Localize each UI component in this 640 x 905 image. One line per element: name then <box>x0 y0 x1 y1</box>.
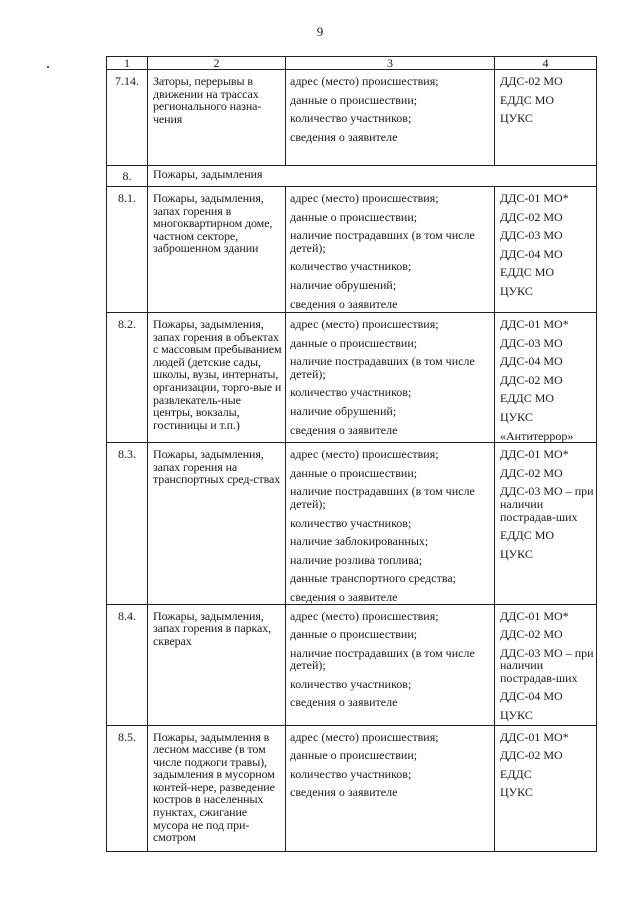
service-line: ДДС-04 МО <box>500 689 563 704</box>
row-number: 7.14. <box>107 70 148 166</box>
services-cell <box>495 187 597 313</box>
info-line: адрес (место) происшествия; <box>290 608 439 623</box>
services-cell <box>495 313 597 443</box>
service-line: ЦУКС <box>500 785 533 800</box>
service-line: ДДС-02 МО <box>500 465 563 480</box>
required-info-cell <box>286 443 495 604</box>
column-number-2: 2 <box>148 57 286 70</box>
incident-type: Пожары, задымления, запах горения в объектах с массовым пребыванием людей (детские сады, школы, вузы, интернаты, организации, торго-вые и развлекатель-ные центры, вокзалы, гостиницы и т.п.) <box>148 313 286 443</box>
required-info-cell <box>286 604 495 725</box>
column-number-4: 4 <box>495 57 597 70</box>
section-number: 8. <box>107 166 148 187</box>
service-line: ДДС-03 МО – при наличии пострадав-ших <box>500 484 594 524</box>
service-line: ЕДДС МО <box>500 265 555 280</box>
service-line: ДДС-04 МО <box>500 354 563 369</box>
service-line: ДДС-01 МО* <box>500 317 569 331</box>
required-info-cell <box>286 70 495 166</box>
info-line: количество участников; <box>290 515 412 530</box>
required-info-cell <box>286 313 495 443</box>
service-line: ДДС-02 МО <box>500 372 563 387</box>
incident-type: Пожары, задымления в лесном массиве (в том числе поджоги травы), задымления в мусорном контей-нере, разведение костров в населенных пунктах, сжигание мусора не под при-смотром <box>148 725 286 851</box>
incident-type: Заторы, перерывы в движении на трассах регионального назна-чения <box>148 70 286 166</box>
service-line: ДДС-03 МО <box>500 335 563 350</box>
service-line: ДДС-02 МО <box>500 74 563 88</box>
section-title: Пожары, задымления <box>148 166 597 187</box>
info-line: сведения о заявителе <box>290 785 398 800</box>
section-row <box>107 166 597 187</box>
service-line: ЦУКС <box>500 409 533 424</box>
service-line: ЦУКС <box>500 111 533 126</box>
info-line: количество участников; <box>290 259 412 274</box>
services-cell <box>495 70 597 166</box>
service-line: ЦУКС <box>500 283 533 298</box>
info-line: данные о происшествии; <box>290 627 418 642</box>
row-number: 8.1. <box>107 187 148 313</box>
service-line: «Антитеррор» <box>500 428 574 443</box>
info-line: количество участников; <box>290 111 412 126</box>
info-line: данные о происшествии; <box>290 209 418 224</box>
services-cell <box>495 604 597 725</box>
row-number: 8.2. <box>107 313 148 443</box>
info-line: сведения о заявителе <box>290 695 398 710</box>
service-line: ДДС-01 МО* <box>500 729 569 744</box>
required-info-cell <box>286 725 495 851</box>
service-line: ЕДДС МО <box>500 391 555 406</box>
info-line: данные транспортного средства; <box>290 571 457 586</box>
info-line: наличие пострадавших (в том числе детей); <box>290 484 475 511</box>
info-line: сведения о заявителе <box>290 129 398 144</box>
info-line: количество участников; <box>290 766 412 781</box>
info-line: сведения о заявителе <box>290 296 398 311</box>
info-line: адрес (место) происшествия; <box>290 729 439 744</box>
table-row <box>107 313 597 443</box>
service-line: ЕДДС <box>500 766 532 781</box>
info-line: наличие обрушений; <box>290 403 397 418</box>
info-line: сведения о заявителе <box>290 422 398 437</box>
incident-type: Пожары, задымления, запах горения в парках, скверах <box>148 604 286 725</box>
info-line: адрес (место) происшествия; <box>290 447 439 462</box>
info-line: сведения о заявителе <box>290 589 398 604</box>
scan-artifact-dot <box>47 66 49 68</box>
incident-type: Пожары, задымления, запах горения в многоквартирном доме, частном секторе, заброшенном здании <box>148 187 286 313</box>
service-line: ЕДДС МО <box>500 92 555 107</box>
info-line: данные о происшествии; <box>290 465 418 480</box>
info-line: количество участников; <box>290 676 412 691</box>
info-line: адрес (место) происшествия; <box>290 317 439 331</box>
incident-routing-table <box>106 56 597 852</box>
info-line: количество участников; <box>290 385 412 400</box>
info-line: данные о происшествии; <box>290 748 418 763</box>
info-line: наличие пострадавших (в том числе детей); <box>290 354 475 381</box>
service-line: ЦУКС <box>500 708 533 723</box>
info-line: адрес (место) происшествия; <box>290 191 439 205</box>
page-number: 9 <box>316 24 324 39</box>
row-number: 8.5. <box>107 725 148 851</box>
service-line: ДДС-03 МО <box>500 228 563 243</box>
service-line: ДДС-01 МО* <box>500 447 569 462</box>
table-row <box>107 443 597 604</box>
table-row <box>107 725 597 851</box>
service-line: ЕДДС МО <box>500 528 555 543</box>
service-line: ДДС-01 МО* <box>500 191 569 205</box>
row-number: 8.4. <box>107 604 148 725</box>
required-info-cell <box>286 187 495 313</box>
info-line: наличие пострадавших (в том числе детей); <box>290 228 475 255</box>
incident-type: Пожары, задымления, запах горения на транспортных сред-ствах <box>148 443 286 604</box>
service-line: ДДС-02 МО <box>500 748 563 763</box>
table-row <box>107 604 597 725</box>
info-line: наличие обрушений; <box>290 277 397 292</box>
column-number-1: 1 <box>107 57 148 70</box>
column-number-3: 3 <box>286 57 495 70</box>
service-line: ДДС-02 МО <box>500 209 563 224</box>
services-cell <box>495 725 597 851</box>
info-line: наличие розлива топлива; <box>290 552 423 567</box>
service-line: ЦУКС <box>500 546 533 561</box>
info-line: данные о происшествии; <box>290 335 418 350</box>
services-cell <box>495 443 597 604</box>
info-line: адрес (место) происшествия; <box>290 74 439 88</box>
row-number: 8.3. <box>107 443 148 604</box>
table-header-row <box>107 57 597 70</box>
info-line: наличие пострадавших (в том числе детей); <box>290 645 475 673</box>
table-row <box>107 187 597 313</box>
info-line: данные о происшествии; <box>290 92 418 107</box>
service-line: ДДС-04 МО <box>500 246 563 261</box>
service-line: ДДС-01 МО* <box>500 608 569 623</box>
info-line: наличие заблокированных; <box>290 534 429 549</box>
service-line: ДДС-02 МО <box>500 627 563 642</box>
service-line: ДДС-03 МО – при наличии пострадав-ших <box>500 645 594 685</box>
table-row <box>107 70 597 166</box>
